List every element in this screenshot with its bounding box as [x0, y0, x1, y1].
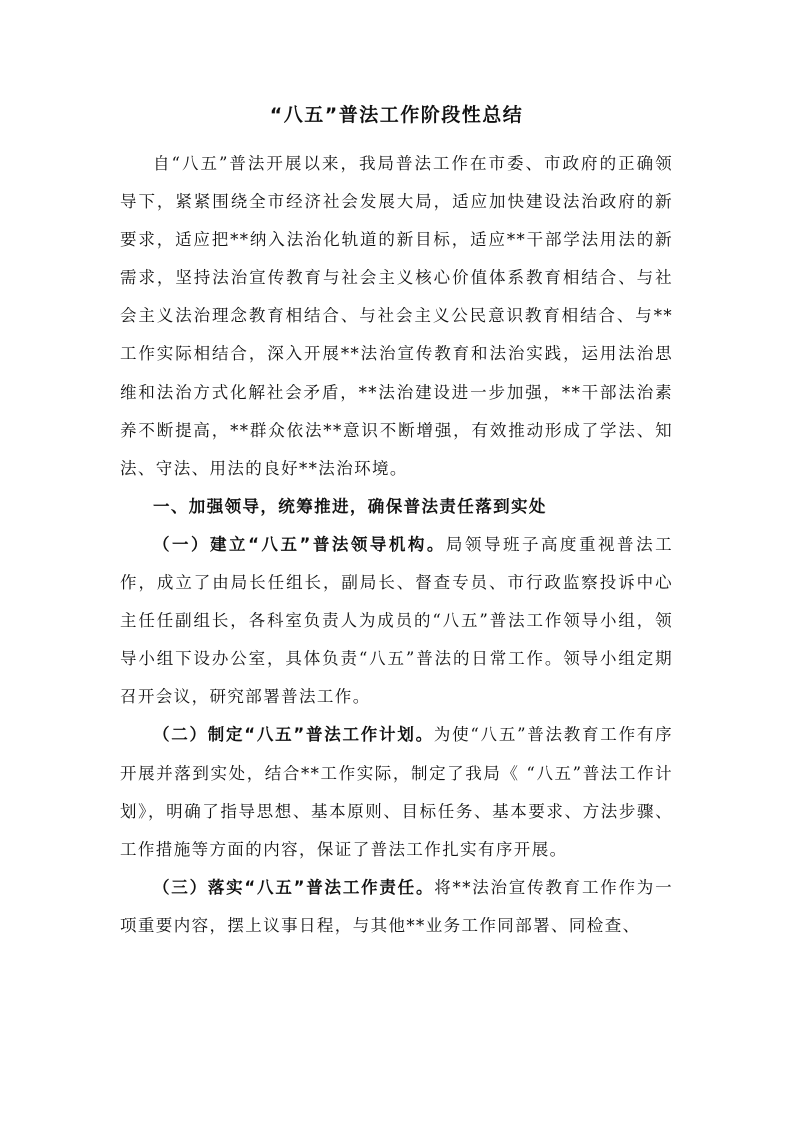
- item-text-2: 为使“八五”普法教育工作有序开展并落到实处，结合**工作实际，制定了我局《 “八五”普法工作计划》，明确了指导思想、基本原则、目标任务、基本要求、方法步骤、工作措施等方面的内容，保证了普法工作扎实有序开展。: [120, 725, 673, 859]
- document-title: “八五”普法工作阶段性总结: [269, 104, 524, 126]
- item-text-3: 将**法治宣传教育工作作为一项重要内容，摆上议事日程，与其他**业务工作同部署、同检查、: [120, 877, 673, 935]
- item-paragraph-1: [120, 526, 673, 716]
- item-text-1: 局领导班子高度重视普法工作，成立了由局长任组长，副局长、督查专员、市行政监察投诉中心主任任副组长，各科室负责人为成员的“八五”普法工作领导小组，领导小组下设办公室，具体负责“八五”普法的日常工作。领导小组定期召开会议，研究部署普法工作。: [120, 534, 673, 707]
- section-heading: 一、加强领导，统筹推进，确保普法责任落到实处: [153, 496, 547, 516]
- item-heading-2: （二）制定“八五”普法工作计划。: [153, 725, 434, 745]
- item-heading-1: （一）建立“八五”普法领导机构。: [153, 534, 446, 554]
- item-heading-3: （三）落实“八五”普法工作责任。: [153, 877, 435, 897]
- document-body: [120, 145, 673, 945]
- item-paragraph-3: [120, 869, 673, 945]
- item-paragraph-2: [120, 716, 673, 868]
- intro-paragraph: 自“八五”普法开展以来，我局普法工作在市委、市政府的正确领导下，紧紧围绕全市经济社会发展大局，适应加快建设法治政府的新要求，适应把**纳入法治化轨道的新目标，适应**干部学法用法的新需求，坚持法治宣传教育与社会主义核心价值体系教育相结合、与社会主义法治理念教育相结合、与社会主义公民意识教育相结合、与**工作实际相结合，深入开展**法治宣传教育和法治实践，运用法治思维和法治方式化解社会矛盾，**法治建设进一步加强，**干部法治素养不断提高，**群众依法**意识不断增强，有效推动形成了学法、知法、守法、用法的良好**法治环境。: [120, 154, 673, 478]
